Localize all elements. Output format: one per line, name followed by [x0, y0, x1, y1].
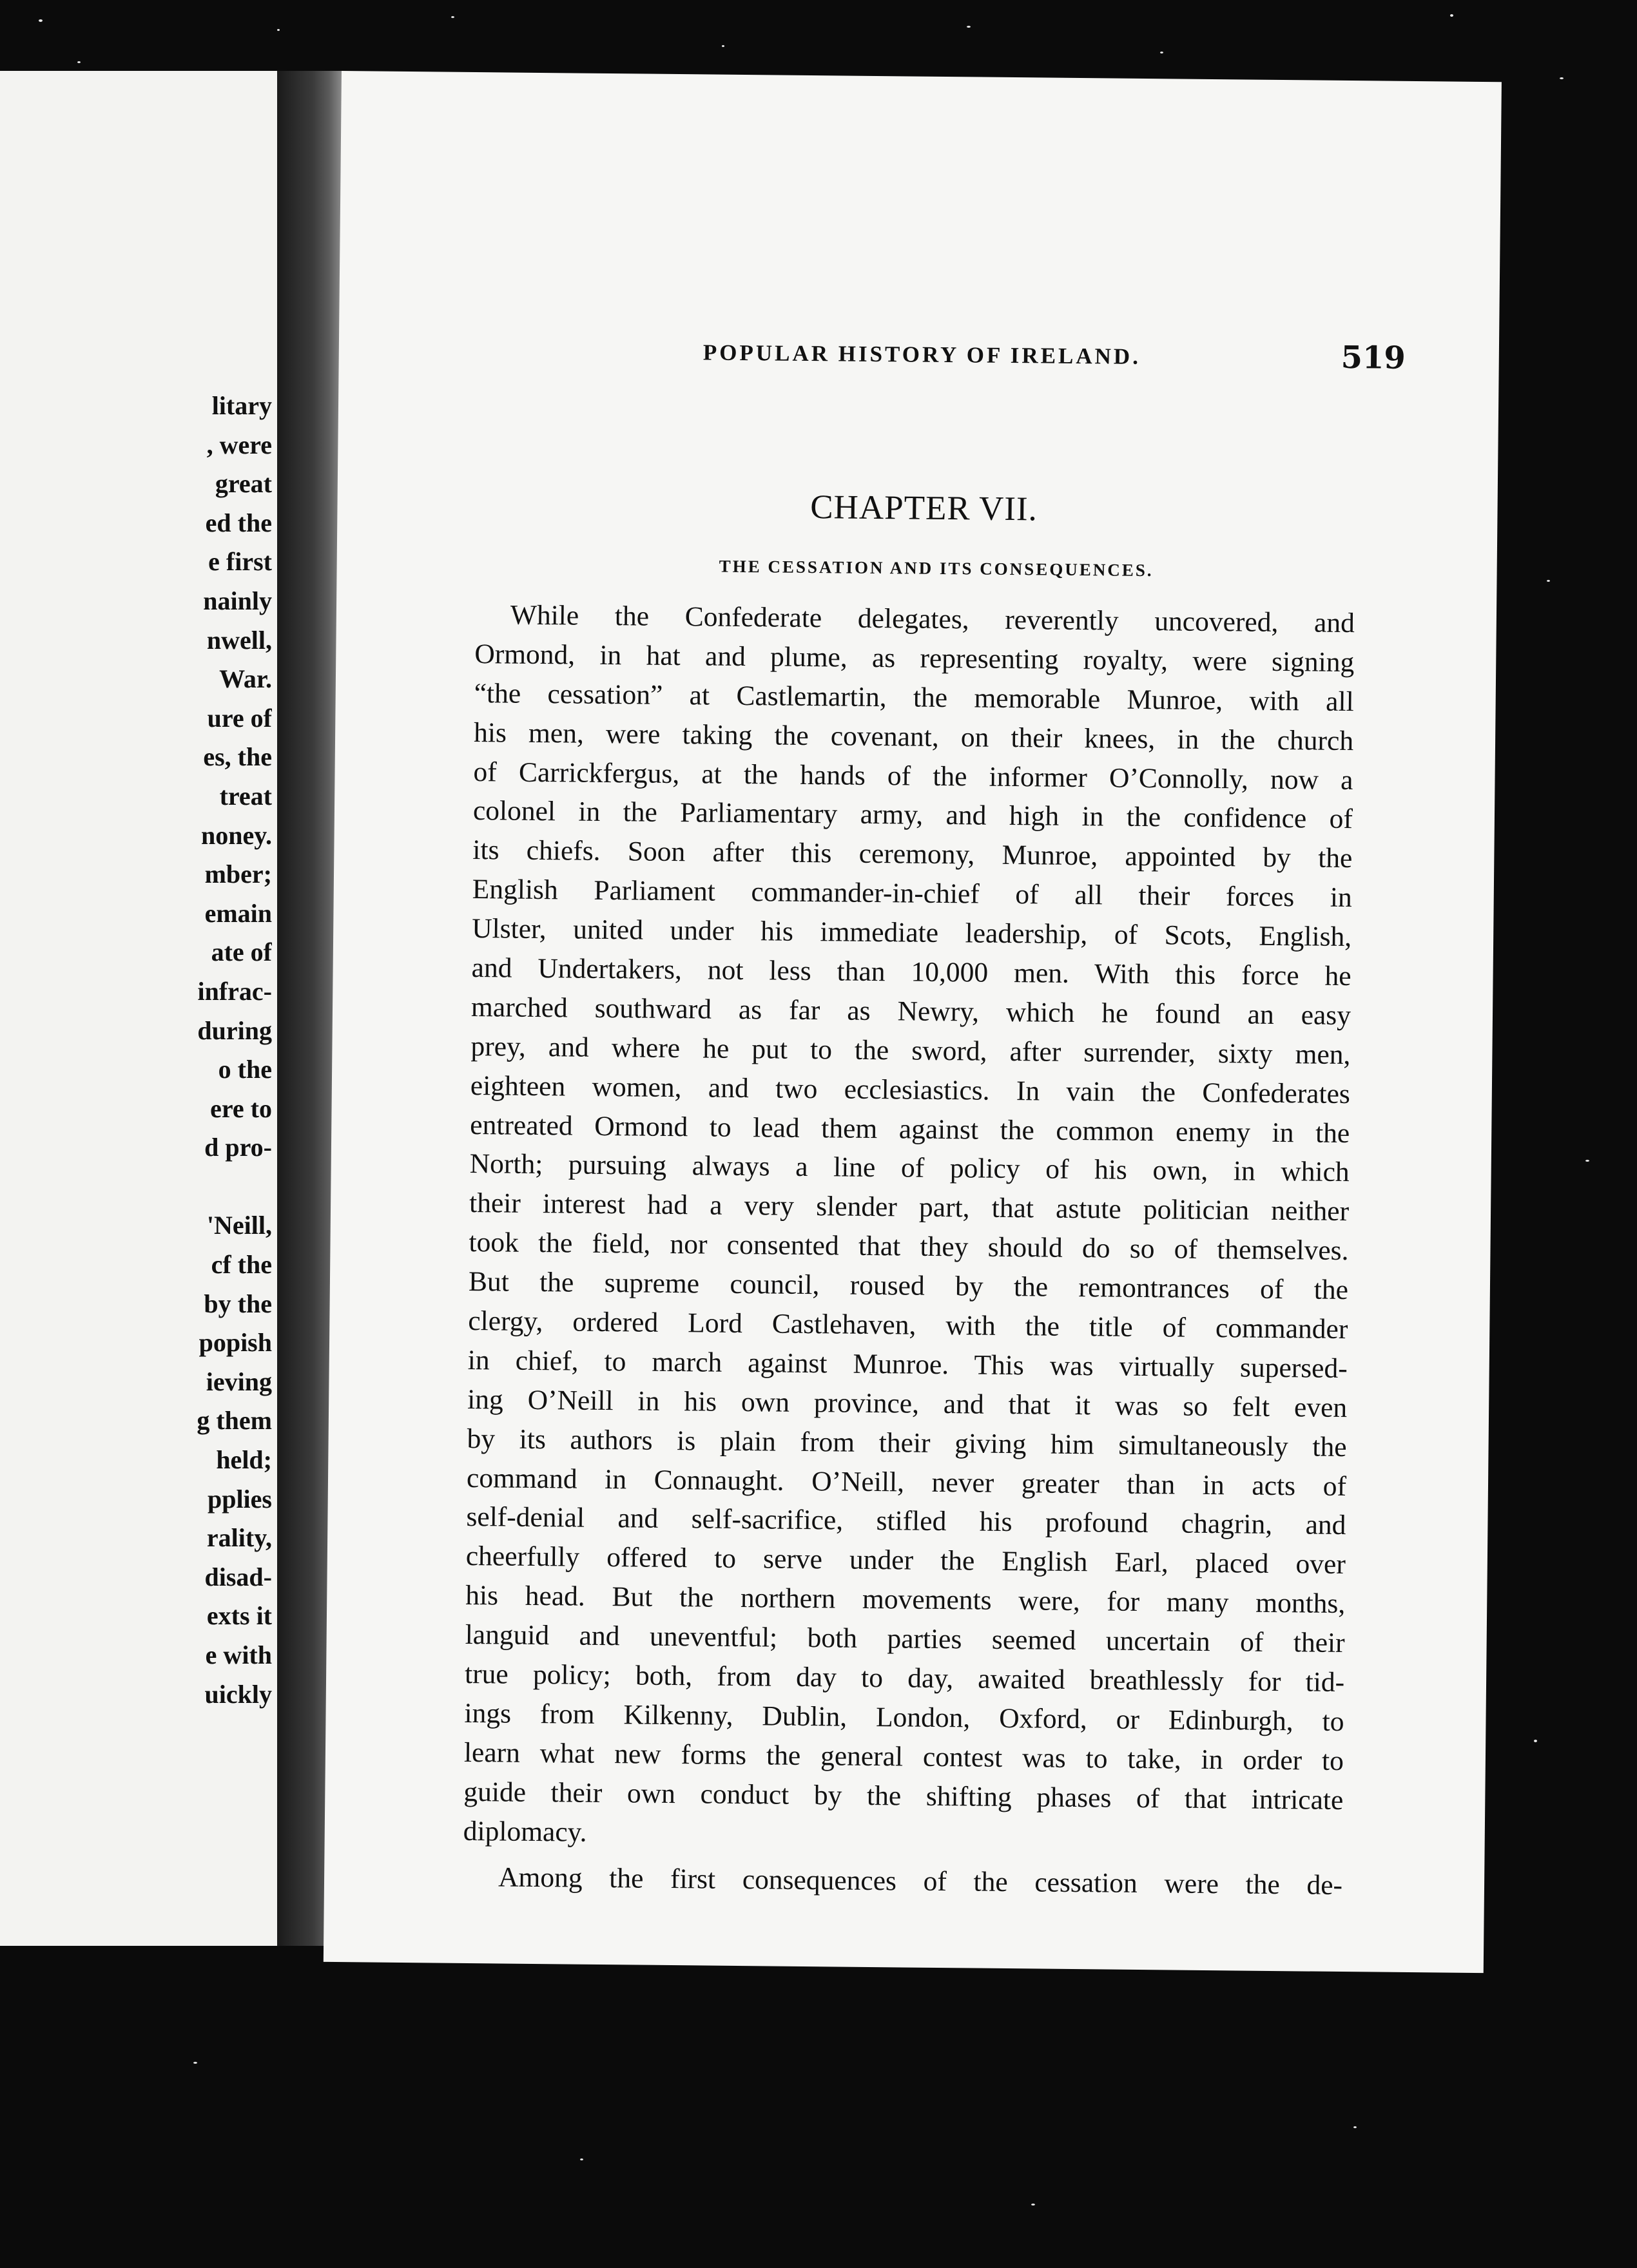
body-line: true policy; both, from day to day, awaited breathlessly for tid-	[464, 1658, 1345, 1698]
left-page-line: noney.	[200, 820, 272, 850]
body-line: colonel in the Parliamentary army, and high in the confidence of	[472, 795, 1353, 835]
left-page-line: pplies	[207, 1484, 272, 1514]
body-line: in chief, to march against Munroe. This was virtually supersed-	[467, 1344, 1348, 1384]
body-line: guide their own conduct by the shifting phases of that intricate	[463, 1776, 1344, 1816]
scan-speck	[1160, 52, 1163, 53]
scan-speck	[1450, 14, 1453, 17]
scan-speck	[77, 61, 81, 63]
scan-speck	[1353, 2126, 1357, 2128]
left-page	[0, 71, 277, 1946]
left-page-text-column	[40, 387, 272, 1714]
left-page-line	[40, 1168, 272, 1207]
left-page-line: ieving	[206, 1367, 272, 1396]
left-page-line: uickly	[204, 1679, 272, 1709]
left-page-line: o the	[218, 1055, 272, 1084]
body-line: its chiefs. Soon after this ceremony, Munroe, appointed by the	[472, 834, 1353, 874]
scan-speck	[1547, 580, 1550, 582]
left-page-line: es, the	[203, 742, 272, 772]
left-page-line: rality,	[206, 1523, 272, 1553]
body-line: But the supreme council, roused by the remontrances of the	[468, 1266, 1349, 1306]
body-line: command in Connaught. O’Neill, never greater than in acts of	[466, 1462, 1347, 1502]
left-page-line: ure of	[207, 703, 272, 733]
body-line: prey, and where he put to the sword, after surrender, sixty men,	[470, 1030, 1351, 1070]
left-page-line: during	[197, 1015, 272, 1045]
scan-speck	[1560, 77, 1564, 79]
scan-speck	[193, 2062, 197, 2064]
body-line: While the Confederate delegates, reverently uncovered, and	[510, 599, 1355, 639]
body-line: learn what new forms the general contest was to take, in order to	[463, 1736, 1344, 1776]
body-line: Ormond, in hat and plume, as representing royalty, were signing	[474, 638, 1355, 678]
left-page-line: 'Neill,	[206, 1211, 272, 1240]
left-page-line: emain	[204, 898, 272, 928]
body-line: cheerfully offered to serve under the English Earl, placed over	[465, 1541, 1346, 1581]
scan-speck	[1031, 2204, 1035, 2206]
left-page-line: e first	[208, 547, 272, 577]
chapter-title: CHAPTER VII.	[809, 488, 1038, 528]
chapter-subtitle: THE CESSATION AND ITS CONSEQUENCES.	[719, 556, 1154, 581]
scan-speck	[277, 29, 280, 31]
body-line: took the field, nor consented that they should do so of themselves.	[469, 1227, 1349, 1267]
body-line: and Undertakers, not less than 10,000 men. With this force he	[471, 952, 1351, 992]
page-number: 519	[1341, 339, 1406, 376]
body-line: his men, were taking the covenant, on their knees, in the church	[473, 716, 1354, 756]
body-line: North; pursuing always a line of policy of his own, in which	[469, 1148, 1350, 1188]
left-page-line: d pro-	[204, 1133, 272, 1162]
body-line: entreated Ormond to lead them against the common enemy in the	[470, 1109, 1350, 1149]
body-line: self-denial and self-sacrifice, stifled his profound chagrin, and	[466, 1501, 1346, 1541]
left-page-line: great	[215, 469, 272, 499]
body-line: English Parliament commander-in-chief of all their forces in	[472, 874, 1352, 914]
left-page-line: held;	[216, 1445, 272, 1475]
scan-speck	[967, 26, 971, 28]
body-line: their interest had a very slender part, that astute politician neither	[469, 1187, 1350, 1227]
left-page-line: ed the	[205, 508, 272, 537]
scan-speck	[580, 2158, 583, 2160]
left-page-line: infrac-	[197, 976, 272, 1006]
left-page-line: cf the	[211, 1250, 272, 1280]
running-title: POPULAR HISTORY OF IRELAND.	[702, 340, 1141, 369]
scan-speck	[722, 45, 724, 47]
body-line: ings from Kilkenny, Dublin, London, Oxford, or Edinburgh, to	[464, 1697, 1344, 1737]
left-page-line: War.	[219, 664, 272, 694]
scan-speck	[1534, 1740, 1537, 1742]
left-page-line: mber;	[204, 860, 272, 889]
left-page-line: nainly	[203, 586, 272, 615]
left-page-line: nwell,	[206, 625, 272, 655]
body-line: by its authors is plain from their giving him simultaneously the	[467, 1423, 1347, 1463]
body-text	[463, 595, 1355, 1905]
body-line: Among the first consequences of the cessation were the de-	[498, 1861, 1343, 1901]
body-line: marched southward as far as Newry, which he found an easy	[470, 991, 1351, 1032]
body-line: languid and uneventful; both parties seemed uncertain of their	[465, 1619, 1345, 1659]
body-line: diplomacy.	[463, 1815, 587, 1848]
left-page-line: ere to	[210, 1093, 272, 1123]
left-page-line: popish	[199, 1328, 272, 1358]
scan-speck	[39, 19, 43, 22]
left-page-line: treat	[219, 781, 272, 811]
scan-speck	[451, 16, 454, 18]
body-line: his head. But the northern movements were, for many months,	[465, 1580, 1346, 1620]
body-line: ing O’Neill in his own province, and that it was so felt even	[467, 1383, 1348, 1423]
left-page-line: disad-	[204, 1562, 272, 1591]
body-line: of Carrickfergus, at the hands of the informer O’Connolly, now a	[473, 756, 1353, 796]
body-line: eighteen women, and two ecclesiastics. In vain the Confederates	[470, 1070, 1351, 1110]
left-page-line: litary	[211, 391, 272, 420]
running-head	[702, 340, 1412, 385]
scan-speck	[1585, 1160, 1589, 1162]
body-line: clergy, ordered Lord Castlehaven, with the title of commander	[468, 1305, 1348, 1345]
left-page-line: ate of	[211, 937, 272, 967]
left-page-line: by the	[204, 1289, 272, 1318]
left-page-line: , were	[206, 430, 272, 459]
left-page-line: g them	[197, 1406, 272, 1436]
body-line: “the cessation” at Castlemartin, the memorable Munroe, with all	[474, 677, 1354, 717]
body-line: Ulster, united under his immediate leadership, of Scots, English,	[472, 913, 1352, 953]
left-page-line: exts it	[206, 1601, 272, 1631]
left-page-line: e with	[205, 1640, 272, 1669]
right-page	[324, 71, 1502, 1973]
